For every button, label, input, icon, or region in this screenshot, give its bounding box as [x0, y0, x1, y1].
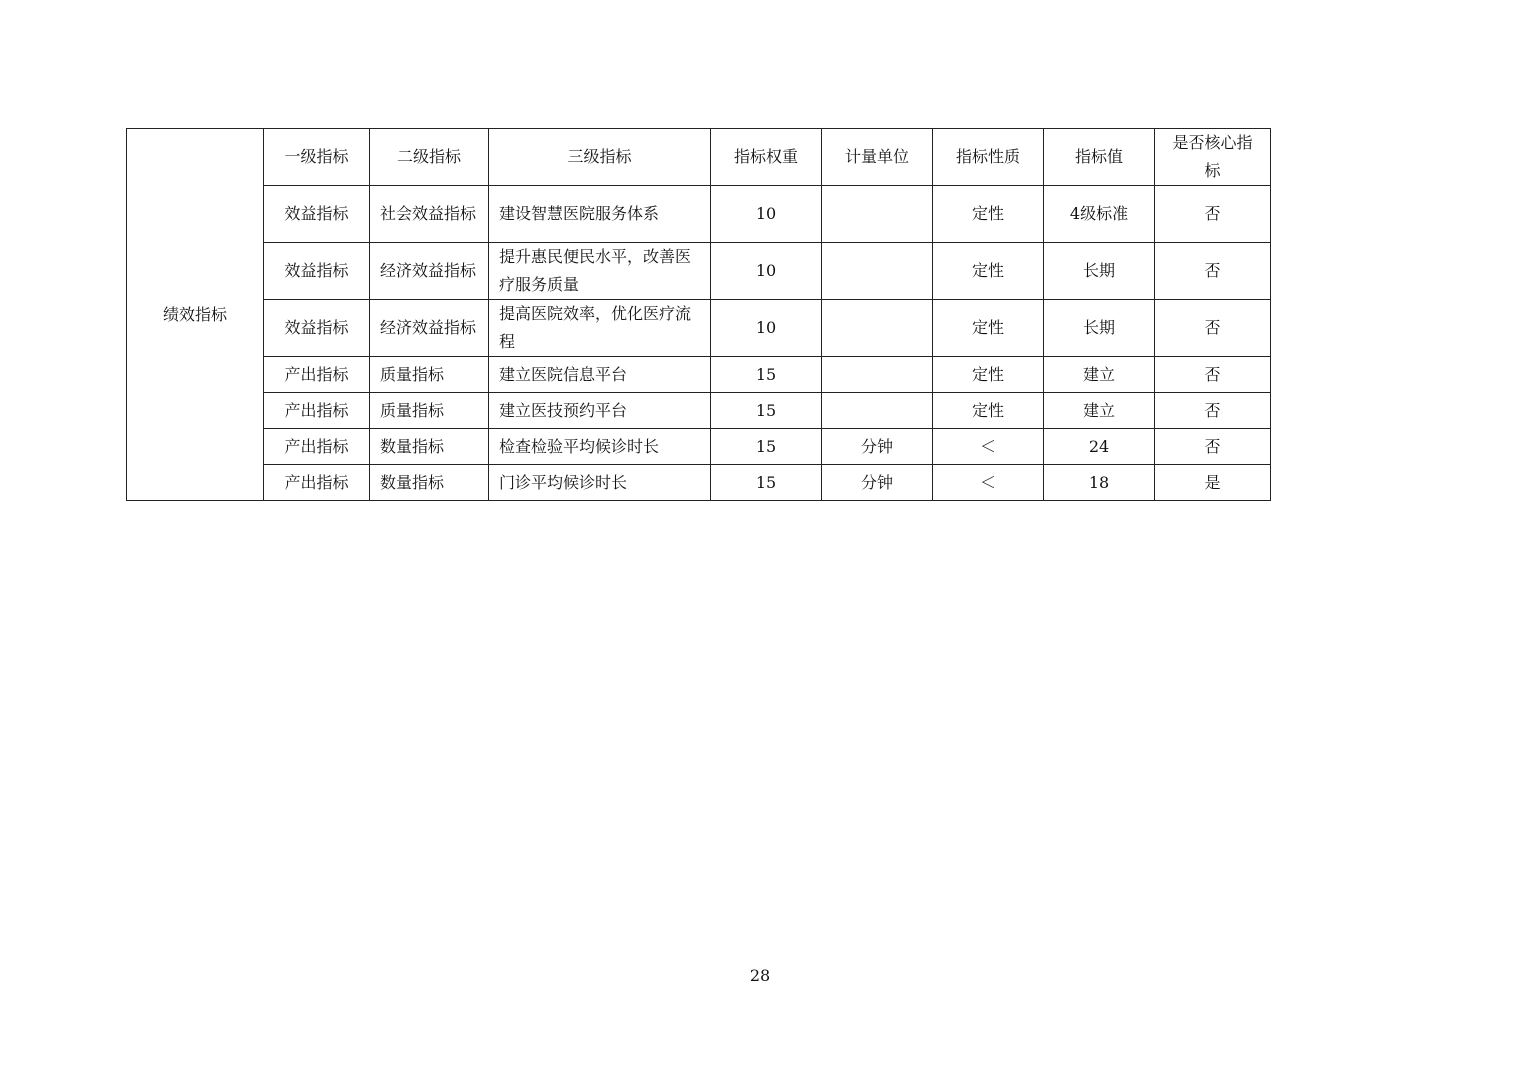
cell-level2: 经济效益指标: [370, 300, 489, 357]
cell-level3: 提升惠民便民水平，改善医疗服务质量: [489, 243, 711, 300]
header-level2: 二级指标: [370, 129, 489, 186]
cell-value: 18: [1044, 465, 1155, 501]
cell-value: 24: [1044, 429, 1155, 465]
cell-level2: 数量指标: [370, 465, 489, 501]
page-number: 28: [749, 966, 771, 985]
cell-level3: 检查检验平均候诊时长: [489, 429, 711, 465]
header-core: 是否核心指标: [1155, 129, 1271, 186]
cell-value: 长期: [1044, 300, 1155, 357]
cell-weight: 15: [711, 357, 822, 393]
cell-core: 否: [1155, 186, 1271, 243]
header-nature: 指标性质: [933, 129, 1044, 186]
cell-core: 否: [1155, 429, 1271, 465]
table-row: [127, 300, 1271, 357]
cell-nature: 定性: [933, 243, 1044, 300]
cell-unit: [822, 357, 933, 393]
group-label-cell: 绩效指标: [127, 129, 264, 501]
cell-value: 建立: [1044, 393, 1155, 429]
cell-level2: 数量指标: [370, 429, 489, 465]
table-row: [127, 393, 1271, 429]
cell-level3: 门诊平均候诊时长: [489, 465, 711, 501]
header-weight: 指标权重: [711, 129, 822, 186]
table-header-row: [127, 129, 1271, 186]
header-level3: 三级指标: [489, 129, 711, 186]
cell-level1: 产出指标: [264, 393, 370, 429]
cell-value: 建立: [1044, 357, 1155, 393]
cell-value: 长期: [1044, 243, 1155, 300]
cell-level1: 效益指标: [264, 243, 370, 300]
cell-core: 否: [1155, 300, 1271, 357]
cell-level3: 提高医院效率，优化医疗流程: [489, 300, 711, 357]
cell-unit: 分钟: [822, 429, 933, 465]
cell-unit: 分钟: [822, 465, 933, 501]
cell-unit: [822, 393, 933, 429]
cell-level1: 效益指标: [264, 186, 370, 243]
cell-nature: 定性: [933, 186, 1044, 243]
performance-indicator-table: [126, 128, 1271, 501]
table-row: [127, 465, 1271, 501]
cell-nature: 定性: [933, 393, 1044, 429]
header-value: 指标值: [1044, 129, 1155, 186]
cell-level1: 产出指标: [264, 465, 370, 501]
cell-unit: [822, 186, 933, 243]
cell-weight: 10: [711, 243, 822, 300]
cell-weight: 15: [711, 465, 822, 501]
cell-level1: 效益指标: [264, 300, 370, 357]
cell-weight: 10: [711, 300, 822, 357]
table-row: [127, 357, 1271, 393]
table-row: [127, 429, 1271, 465]
cell-level2: 社会效益指标: [370, 186, 489, 243]
cell-weight: 15: [711, 429, 822, 465]
cell-core: 否: [1155, 243, 1271, 300]
cell-weight: 15: [711, 393, 822, 429]
cell-nature: ＜: [933, 465, 1044, 501]
cell-weight: 10: [711, 186, 822, 243]
header-unit: 计量单位: [822, 129, 933, 186]
cell-level2: 经济效益指标: [370, 243, 489, 300]
cell-core: 是: [1155, 465, 1271, 501]
table-row: [127, 186, 1271, 243]
cell-level1: 产出指标: [264, 357, 370, 393]
cell-value: 4级标准: [1044, 186, 1155, 243]
cell-unit: [822, 300, 933, 357]
cell-nature: ＜: [933, 429, 1044, 465]
header-level1: 一级指标: [264, 129, 370, 186]
cell-level2: 质量指标: [370, 393, 489, 429]
cell-level3: 建立医技预约平台: [489, 393, 711, 429]
cell-nature: 定性: [933, 357, 1044, 393]
cell-level2: 质量指标: [370, 357, 489, 393]
cell-level3: 建设智慧医院服务体系: [489, 186, 711, 243]
cell-level3: 建立医院信息平台: [489, 357, 711, 393]
cell-nature: 定性: [933, 300, 1044, 357]
cell-level1: 产出指标: [264, 429, 370, 465]
table-row: [127, 243, 1271, 300]
cell-unit: [822, 243, 933, 300]
cell-core: 否: [1155, 393, 1271, 429]
cell-core: 否: [1155, 357, 1271, 393]
